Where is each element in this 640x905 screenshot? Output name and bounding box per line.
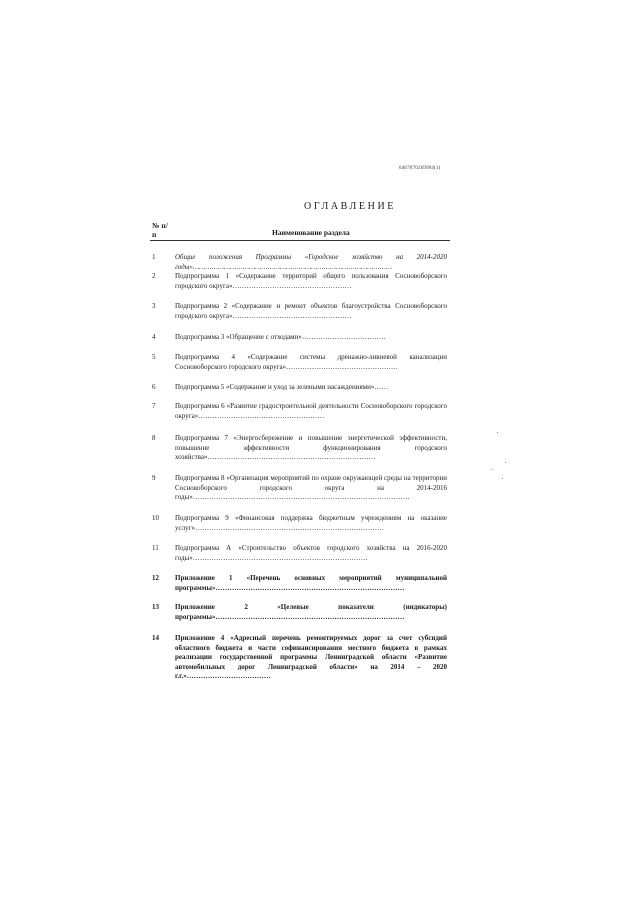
toc-entry-number: 1 — [152, 253, 156, 261]
toc-entry-number: 10 — [152, 514, 159, 522]
toc-entry-text: Приложение 4 «Адресный перечень ремонтируемых дорог за счет субсидий областного бюджета и части софинансирования местного бюджета в рамках реализации государственной программы Ленинградской области «Развитие автомобильных дорог Ленинградской области» на 2014 – 2020 г.г.»……………………………… — [175, 634, 447, 680]
toc-entry-number: 6 — [152, 383, 156, 391]
toc-entry-text: Подпрограмма 7 «Энергосбережение и повышение энергетической эффективности, повышение эффективности функционирования городского хозяйства»……………………………………………………………… — [175, 434, 447, 461]
toc-entry-number: 12 — [152, 574, 159, 582]
toc-entry-number: 3 — [152, 302, 156, 310]
scan-speck — [492, 469, 493, 470]
toc-entry-number: 5 — [152, 353, 156, 361]
toc-entry-text: Общие положения Программы «Городское хозяйство на 2014-2020 годы»…………………………………………………………………………………… — [175, 253, 447, 271]
toc-entry-text: Подпрограмма 5 «Содержание и уход за зелеными насаждениями»…… — [175, 383, 389, 391]
header-rule — [150, 240, 450, 241]
toc-entry-text: Подпрограмма 2 «Содержание и ремонт объектов благоустройства Сосновоборского городского округа»…………………………………………… — [175, 302, 447, 320]
toc-entry-text: Подпрограмма 9 «Финансовая поддержка бюджетным учреждениям на оказание услуг»……………………………………………………………………… — [175, 514, 447, 532]
scan-speck — [505, 462, 506, 463]
toc-entry-text: Подпрограмма 6 «Развитие градостроительной деятельности Сосновоборского городского округа»……………………………………………… — [175, 402, 447, 420]
column-header-number: № п/п — [152, 221, 168, 239]
toc-entry-number: 9 — [152, 474, 156, 482]
toc-entry-number: 7 — [152, 402, 156, 410]
toc-entry-text: Подпрограмма 8 «Организация мероприятий по охране окружающей среды на территории Сосновоборского городского округа на 2014-2016 годы»………………………………………………………………………………… — [175, 474, 447, 501]
toc-entry-text: Подпрограмма 4 «Содержание системы дренажно-ливневой канализации Сосновоборского городского округа»………………………………………… — [175, 353, 447, 371]
toc-entry-number: 8 — [152, 434, 156, 442]
toc-entry-number: 13 — [152, 603, 159, 611]
scan-speck — [502, 478, 503, 479]
toc-entry-text: Приложение 2 «Целевые показатели (индикаторы) программы»……………………………………………………………………… — [175, 603, 447, 621]
page-title: ОГЛАВЛЕНИЕ — [304, 201, 396, 212]
toc-entry-number: 14 — [152, 634, 159, 642]
toc-entry-number: 4 — [152, 333, 156, 341]
toc-entry-number: 11 — [152, 544, 159, 552]
document-code: 6467070269904(1) — [399, 166, 441, 171]
toc-entry-number: 2 — [152, 272, 156, 280]
column-header-section-name: Наименование раздела — [272, 228, 350, 237]
toc-entry-text: Подпрограмма А «Строительство объектов городского хозяйства на 2016-2020 годы»………………………………………………………………… — [175, 544, 447, 562]
toc-entry-text: Подпрограмма 3 «Обращение с отходами»……………………………… — [175, 333, 386, 341]
toc-entry-text: Подпрограмма 1 «Содержание территорий общего пользования Сосновоборского городского округа»…………………………………………… — [175, 272, 447, 290]
toc-entry-text: Приложение 1 «Перечень основных мероприятий муниципальной программы»……………………………………………………………………… — [175, 574, 447, 592]
scan-speck — [497, 432, 498, 433]
